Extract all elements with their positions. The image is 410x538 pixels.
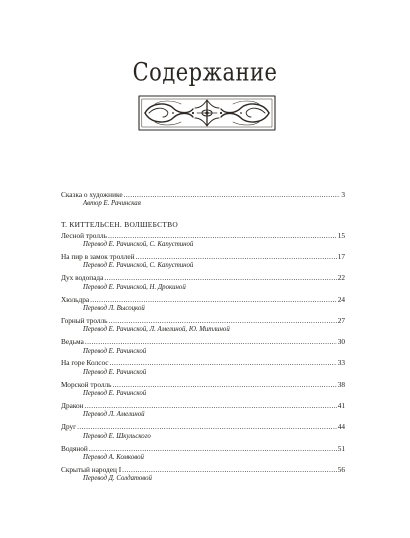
toc-entry[interactable]	[61, 316, 345, 335]
toc-leader-dots	[124, 190, 341, 199]
toc-entry-page: 33	[337, 358, 345, 368]
toc-leader-dots	[90, 295, 337, 304]
toc-entry-translator: Перевод Е. Рачинской, С. Капустиной	[83, 241, 194, 249]
toc-leader-dots	[109, 316, 337, 325]
toc-entry-translator: Перевод Е. Рачинской, Л. Амелиной, Ю. Митлиной	[83, 326, 230, 334]
toc-leader-dots	[136, 252, 337, 261]
toc-entry-title: На горе Колсос	[61, 358, 109, 368]
toc-entry-title: На пир в замок троллей	[61, 252, 135, 261]
toc-entry[interactable]	[61, 401, 345, 420]
toc-entry[interactable]	[61, 358, 345, 377]
toc-leader-dots	[104, 273, 336, 282]
toc-entry-title: Дракон	[61, 401, 84, 411]
toc-entry-title: Лесной тролль	[61, 230, 107, 240]
toc-entry-translator: Перевод Е. Рачинской, С. Капустиной	[83, 262, 194, 270]
toc-entry-translator: Перевод Е. Рачинской	[83, 347, 147, 355]
toc-entry[interactable]	[61, 295, 345, 314]
table-of-contents	[61, 190, 345, 486]
toc-entry-page: 17	[337, 252, 345, 261]
toc-entry-page: 38	[337, 379, 345, 389]
toc-entry[interactable]	[61, 231, 345, 250]
toc-entry-page: 30	[337, 337, 345, 347]
toc-entry-page: 15	[337, 230, 345, 240]
toc-entry-translator: Перевод Е. Рачинской, Н. Дрокиной	[83, 283, 186, 291]
toc-entry-page: 3	[341, 190, 345, 199]
toc-entry[interactable]	[61, 380, 345, 399]
toc-entry-title: Сказка о художнике	[61, 190, 123, 199]
toc-entry-title: Дух водопада	[61, 273, 104, 283]
toc-entry-translator: Перевод Е. Рачинской	[83, 368, 147, 376]
toc-entry[interactable]	[61, 465, 345, 484]
toc-leader-dots	[89, 444, 337, 453]
toc-entry[interactable]	[61, 337, 345, 356]
toc-entry[interactable]	[61, 273, 345, 292]
toc-leader-dots	[108, 231, 337, 240]
toc-entry-title: Скрытый народец I	[61, 464, 122, 474]
toc-entry-intro[interactable]	[61, 190, 345, 209]
toc-entry-title: Друг	[61, 422, 77, 432]
toc-entry-page: 44	[337, 422, 345, 432]
toc-leader-dots	[85, 337, 337, 346]
toc-entry-translator: Перевод Е. Рачинской	[83, 390, 147, 398]
toc-leader-dots	[85, 401, 337, 410]
section-heading: Т. КИТТЕЛЬСЕН. ВОЛШЕБСТВО	[61, 219, 179, 229]
toc-entry-page: 51	[337, 443, 345, 453]
toc-entry-translator: Перевод Д. Солдатовой	[83, 475, 152, 483]
toc-entry-page: 24	[337, 294, 345, 304]
toc-entry-translator: Автор Е. Рачинская	[83, 200, 141, 208]
toc-leader-dots	[77, 422, 337, 431]
toc-entry-page: 56	[337, 464, 345, 474]
toc-entry-title: Хюльдра	[61, 294, 90, 304]
toc-entry-title: Ведьма	[61, 337, 84, 347]
toc-entry[interactable]	[61, 422, 345, 441]
toc-entry[interactable]	[61, 252, 345, 271]
toc-entry-title: Горный тролль	[61, 315, 108, 325]
page-title: Содержание	[132, 58, 278, 87]
toc-entry-title: Водяной	[61, 443, 88, 453]
toc-entry-translator: Перевод Л. Амелиной	[83, 411, 145, 419]
toc-entry-translator: Перевод А. Комковой	[83, 454, 144, 462]
toc-entry-translator: Перевод Е. Шкульского	[83, 432, 151, 440]
toc-entry[interactable]	[61, 444, 345, 463]
toc-leader-dots	[112, 380, 336, 389]
toc-leader-dots	[110, 358, 337, 367]
toc-entry-title: Морской тролль	[61, 379, 112, 389]
toc-entry-page: 27	[337, 315, 345, 325]
toc-leader-dots	[122, 465, 337, 474]
toc-entry-page: 22	[337, 273, 345, 283]
art-nouveau-ornament-icon	[133, 92, 281, 134]
toc-entry-translator: Перевод Л. Высоцкой	[83, 305, 145, 312]
toc-entry-page: 41	[337, 401, 345, 411]
